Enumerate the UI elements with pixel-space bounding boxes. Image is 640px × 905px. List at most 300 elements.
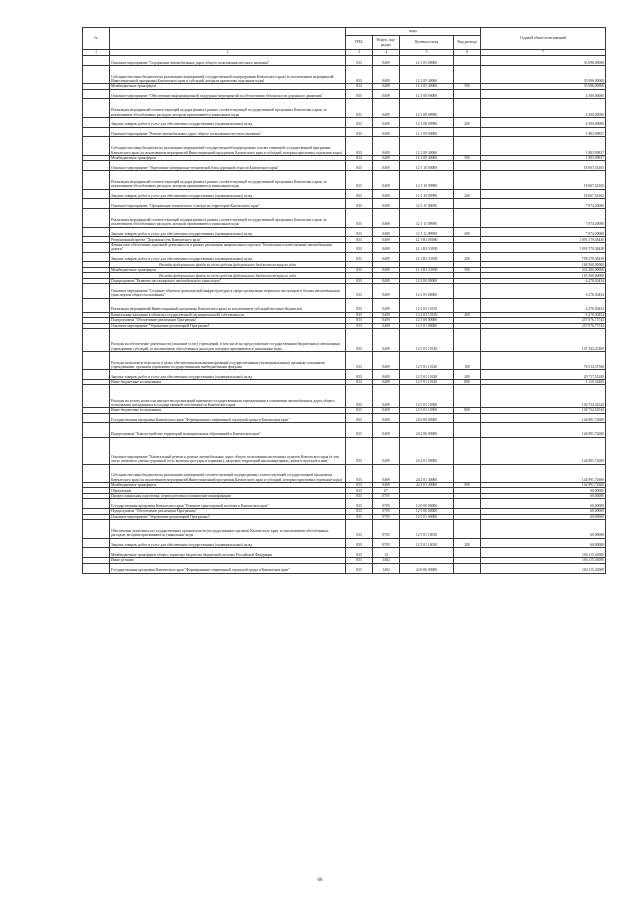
row-target-article bbox=[400, 548, 454, 558]
row-expense-type bbox=[454, 413, 481, 423]
row-razdel: 0409 bbox=[373, 423, 400, 437]
header-razdel: Раздел, под-раздел bbox=[373, 36, 400, 50]
row-number bbox=[83, 437, 110, 464]
row-grbs: 833 bbox=[346, 312, 373, 318]
row-grbs: 833 bbox=[346, 267, 373, 273]
row-amount: 18 067,54165 bbox=[481, 161, 606, 171]
row-grbs: 833 bbox=[346, 351, 373, 369]
row-amount: 76 514,37500 bbox=[481, 351, 606, 369]
table-row bbox=[83, 370, 606, 380]
row-expense-type: 200 bbox=[454, 227, 481, 237]
header-name bbox=[110, 28, 346, 50]
table-row bbox=[83, 117, 606, 127]
row-target-article: 12 2 03 10130 bbox=[400, 298, 454, 312]
row-target-article: 12 2 03 00000 bbox=[400, 284, 454, 298]
row-grbs: 833 bbox=[346, 514, 373, 520]
row-expense-type bbox=[454, 99, 481, 117]
header-expense-type: Вид расхода bbox=[454, 36, 481, 50]
row-name: Подпрограмма "Обеспечение реализации Программы" bbox=[110, 509, 346, 515]
table-row bbox=[83, 252, 606, 262]
row-grbs: 833 bbox=[346, 548, 373, 558]
row-razdel: 0409 bbox=[373, 329, 400, 352]
table-row bbox=[83, 199, 606, 209]
row-target-article: 12 0 00 00000 bbox=[400, 499, 454, 509]
row-grbs: 833 bbox=[346, 284, 373, 298]
row-target-article: 12 5 01 00000 bbox=[400, 514, 454, 520]
row-expense-type: 200 bbox=[454, 189, 481, 199]
table-row bbox=[83, 437, 606, 464]
row-expense-type: 200 bbox=[454, 252, 481, 262]
row-name: Субсидии местным бюджетам на реализацию мероприятий государственной подпрограммы Камчатского края (за исключением мероприятий Инвестиционной программы Камчатского края и субсидий, которым присвоены отдельные коды) bbox=[110, 65, 346, 83]
table-row bbox=[83, 385, 606, 408]
column-number: 6 bbox=[454, 50, 481, 56]
row-expense-type: 800 bbox=[454, 408, 481, 414]
table-row bbox=[83, 209, 606, 227]
row-grbs: 833 bbox=[346, 509, 373, 515]
row-name: Закупка товаров, работ и услуг для обеспечения государственных (муниципальных) нужд bbox=[110, 117, 346, 127]
row-number bbox=[83, 89, 110, 99]
table-row bbox=[83, 99, 606, 117]
column-number: 7 bbox=[481, 50, 606, 56]
row-amount: 4 500,00000 bbox=[481, 99, 606, 117]
row-razdel: 0409 bbox=[373, 137, 400, 155]
row-amount: 144 891,72600 bbox=[481, 482, 606, 488]
row-amount: 1 883,99837 bbox=[481, 155, 606, 161]
row-number bbox=[83, 538, 110, 548]
row-target-article: 12 5 01 10560 bbox=[400, 385, 454, 408]
row-amount: 149 734,52543 bbox=[481, 385, 606, 408]
row-razdel: 0409 bbox=[373, 379, 400, 385]
row-number bbox=[83, 56, 110, 66]
row-target-article: 12 1 08 09990 bbox=[400, 99, 454, 117]
row-grbs: 833 bbox=[346, 318, 373, 324]
row-name: Реализация мероприятий соответствующей подпрограммы в рамках соответствующей государственной программы Камчатского края, за исключением обособленных расходов, которым присваиваются уникальные коды bbox=[110, 209, 346, 227]
row-razdel: 0705 bbox=[373, 520, 400, 538]
row-amount: 107 342,23200 bbox=[481, 329, 606, 352]
table-row bbox=[83, 538, 606, 548]
row-number bbox=[83, 520, 110, 538]
row-name: Подпрограмма "Развитие пассажирского автомобильного транспорта" bbox=[110, 278, 346, 284]
table-row bbox=[83, 464, 606, 482]
row-grbs: 833 bbox=[346, 488, 373, 494]
table-row bbox=[83, 329, 606, 352]
row-target-article: 12 1 11 09990 bbox=[400, 209, 454, 227]
page-number: 66 bbox=[317, 878, 323, 883]
row-name: Иные дотации bbox=[110, 558, 346, 564]
row-expense-type: 800 bbox=[454, 379, 481, 385]
row-name: Финансовое обеспечение дорожной деятельности в рамках реализации национального проекта "Безопасные и качественные автомобильные дороги" bbox=[110, 242, 346, 252]
row-amount: 144 891,72600 bbox=[481, 413, 606, 423]
table-row bbox=[83, 189, 606, 199]
row-amount: 333 200,00000 bbox=[481, 267, 606, 273]
table-row bbox=[83, 227, 606, 237]
budget-sheet bbox=[82, 27, 605, 574]
row-name: Реализация мероприятий соответствующей подпрограммы в рамках соответствующей государственной программы Камчатского края, за исключением обособленных расходов, которым присваиваются уникальные коды bbox=[110, 171, 346, 189]
row-amount: 35 096,00000 bbox=[481, 84, 606, 90]
row-number bbox=[83, 499, 110, 509]
row-target-article: 12 1 09 40060 bbox=[400, 137, 454, 155]
row-name: Капитальные вложения в объекты государственной (муниципальной) собственности bbox=[110, 312, 346, 318]
row-razdel: 0409 bbox=[373, 482, 400, 488]
row-target-article: 12 1 11 09990 bbox=[400, 227, 454, 237]
row-number bbox=[83, 189, 110, 199]
row-razdel: 0705 bbox=[373, 509, 400, 515]
row-name: Межбюджетные трансферты bbox=[110, 155, 346, 161]
row-number bbox=[83, 563, 110, 573]
row-amount: 6 278,30454 bbox=[481, 298, 606, 312]
row-amount: 149 734,52543 bbox=[481, 408, 606, 414]
table-row bbox=[83, 520, 606, 538]
row-amount: 4 500,00000 bbox=[481, 89, 606, 99]
row-name: Расходы федерального фонда за счет средств федерального бюджета текущего года bbox=[110, 262, 346, 268]
row-amount: 35 096,00000 bbox=[481, 56, 606, 66]
header-number: № bbox=[83, 28, 110, 50]
row-target-article: 24 2 00 00000 bbox=[400, 423, 454, 437]
row-number bbox=[83, 171, 110, 189]
row-target-article: 12 1 10 09990 bbox=[400, 189, 454, 199]
row-expense-type bbox=[454, 464, 481, 482]
row-expense-type: 500 bbox=[454, 482, 481, 488]
row-name: Основное мероприятие "Управление реализацией Программы" bbox=[110, 514, 346, 520]
column-number: 4 bbox=[373, 50, 400, 56]
row-name: Расходы на выплаты персоналу в целях обеспечения выполнения функций государственными (муниципальными) органами, казенными учреждениями, органами управления государственными внебюджетными фондами bbox=[110, 351, 346, 369]
row-expense-type bbox=[454, 242, 481, 252]
row-target-article: 12 1 05 00000 bbox=[400, 56, 454, 66]
row-number bbox=[83, 117, 110, 127]
row-number bbox=[83, 298, 110, 312]
row-expense-type bbox=[454, 127, 481, 137]
row-amount: 60,00000 bbox=[481, 520, 606, 538]
row-target-article: 12 2 00 00000 bbox=[400, 278, 454, 284]
row-name: Субсидии местным бюджетам на реализацию мероприятий государственной подпрограммы соответствующей государственной программы Камчатского края (за исключением мероприятий Инвестиционной программы Камчатского края и субсидий, которым присвоены отдельные коды) bbox=[110, 137, 346, 155]
row-expense-type bbox=[454, 65, 481, 83]
column-number: 5 bbox=[400, 50, 454, 56]
row-expense-type bbox=[454, 161, 481, 171]
row-name: Межбюджетные трансферты bbox=[110, 84, 346, 90]
row-number bbox=[83, 252, 110, 262]
table-row bbox=[83, 127, 606, 137]
row-target-article: 24 0 00 00000 bbox=[400, 413, 454, 423]
row-razdel: 0409 bbox=[373, 298, 400, 312]
table-body bbox=[83, 56, 606, 574]
row-razdel: 0409 bbox=[373, 56, 400, 66]
row-target-article: 12 1 09 00000 bbox=[400, 127, 454, 137]
row-razdel: 0409 bbox=[373, 155, 400, 161]
row-number bbox=[83, 385, 110, 408]
row-amount: 168 560,00000 bbox=[481, 262, 606, 268]
row-razdel: 0409 bbox=[373, 171, 400, 189]
row-razdel: 0409 bbox=[373, 209, 400, 227]
row-target-article: 12 5 01 10140 bbox=[400, 379, 454, 385]
budget-table bbox=[82, 27, 606, 574]
row-name: Основное мероприятие "Содержание автомобильных дорог общего пользования местного значения" bbox=[110, 56, 346, 66]
row-amount: 257 076,75743 bbox=[481, 318, 606, 324]
row-target-article: 12 5 01 10140 bbox=[400, 370, 454, 380]
row-target-article: 12 1 10 00000 bbox=[400, 161, 454, 171]
row-razdel: 0409 bbox=[373, 199, 400, 209]
row-razdel: 0409 bbox=[373, 312, 400, 318]
row-grbs: 833 bbox=[346, 493, 373, 499]
row-amount: 6 278,30454 bbox=[481, 278, 606, 284]
row-razdel: 1402 bbox=[373, 558, 400, 564]
row-grbs: 833 bbox=[346, 127, 373, 137]
row-grbs: 833 bbox=[346, 408, 373, 414]
row-target-article: 12 1 11 00000 bbox=[400, 199, 454, 209]
row-target-article: 12 1 R1 53930 bbox=[400, 242, 454, 252]
row-grbs: 833 bbox=[346, 99, 373, 117]
header-grbs: ГРБС bbox=[346, 36, 373, 50]
row-number bbox=[83, 329, 110, 352]
row-expense-type: 500 bbox=[454, 84, 481, 90]
row-target-article: 24 2 01 00000 bbox=[400, 437, 454, 464]
row-target-article: 12 1 R1 00000 bbox=[400, 237, 454, 243]
row-target-article: 24 0 00 00000 bbox=[400, 563, 454, 573]
row-name: Подпрограмма "Благоустройство территорий муниципальных образований в Камчатском крае" bbox=[110, 423, 346, 437]
row-name: Государственная программа Камчатского края "Развитие транспортной системы в Камчатском крае" bbox=[110, 499, 346, 509]
row-amount: 104 115,43000 bbox=[481, 563, 606, 573]
row-name: Реализация мероприятий Инвестиционной программы Камчатского края (за исключением субсидий местным бюджетам) bbox=[110, 298, 346, 312]
row-name: Закупка товаров, работ и услуг для обеспечения государственных (муниципальных) нужд bbox=[110, 370, 346, 380]
row-amount: 104 115,43000 bbox=[481, 548, 606, 558]
row-expense-type bbox=[454, 199, 481, 209]
row-grbs: 833 bbox=[346, 155, 373, 161]
row-name: Основное мероприятие "Организация технического осмотра на территории Камчатского края" bbox=[110, 199, 346, 209]
row-grbs: 833 bbox=[346, 89, 373, 99]
row-target-article: 12 1 R1 53930 bbox=[400, 252, 454, 262]
row-grbs: 833 bbox=[346, 423, 373, 437]
row-target-article: 24 2 01 40060 bbox=[400, 464, 454, 482]
row-razdel: 0409 bbox=[373, 99, 400, 117]
row-grbs: 833 bbox=[346, 209, 373, 227]
row-razdel: 0409 bbox=[373, 127, 400, 137]
row-amount: 104 115,43000 bbox=[481, 558, 606, 564]
row-grbs: 833 bbox=[346, 84, 373, 90]
row-grbs: 833 bbox=[346, 329, 373, 352]
row-amount: 1 883,99837 bbox=[481, 137, 606, 155]
row-amount: 1 110,34400 bbox=[481, 379, 606, 385]
table-row bbox=[83, 171, 606, 189]
row-amount: 165 560,00000 bbox=[481, 273, 606, 279]
row-amount: 35 096,00000 bbox=[481, 65, 606, 83]
row-target-article: 12 1 08 00000 bbox=[400, 89, 454, 99]
row-target-article: 12 5 01 10140 bbox=[400, 351, 454, 369]
row-target-article: 12 1 05 40060 bbox=[400, 65, 454, 83]
row-name: Подпрограмма "Обеспечение реализации Программы" bbox=[110, 318, 346, 324]
row-grbs: 833 bbox=[346, 482, 373, 488]
row-name: Расходы на обеспечение деятельности (оказание услуг) учреждений, в том числе на предоставление государственным бюджетным и автономным учреждениям субсидий, за исключением обособленных расходов, которым присваиваются уникальные коды bbox=[110, 329, 346, 352]
table-row bbox=[83, 298, 606, 312]
row-number bbox=[83, 227, 110, 237]
table-row bbox=[83, 284, 606, 298]
row-number bbox=[83, 370, 110, 380]
row-grbs: 833 bbox=[346, 379, 373, 385]
table-row bbox=[83, 65, 606, 83]
row-expense-type: 100 bbox=[454, 351, 481, 369]
row-amount: 60,00000 bbox=[481, 493, 606, 499]
row-grbs: 833 bbox=[346, 161, 373, 171]
table-row bbox=[83, 499, 606, 509]
row-number bbox=[83, 351, 110, 369]
row-target-article: 12 5 01 10560 bbox=[400, 408, 454, 414]
row-grbs: 833 bbox=[346, 242, 373, 252]
row-grbs: 833 bbox=[346, 137, 373, 155]
row-name: Государственная программа Камчатского края "Формирование современной городской среды в Камчатском крае" bbox=[110, 563, 346, 573]
row-name: Закупка товаров, работ и услуг для обеспечения государственных (муниципальных) нужд bbox=[110, 227, 346, 237]
row-razdel: 0409 bbox=[373, 351, 400, 369]
row-expense-type bbox=[454, 171, 481, 189]
row-razdel: 07 bbox=[373, 488, 400, 494]
table-row bbox=[83, 563, 606, 573]
row-razdel: 0409 bbox=[373, 278, 400, 284]
row-amount: 144 891,72600 bbox=[481, 437, 606, 464]
row-razdel: 0409 bbox=[373, 385, 400, 408]
row-grbs: 833 bbox=[346, 538, 373, 548]
row-number bbox=[83, 127, 110, 137]
row-amount: 6 278,30454 bbox=[481, 312, 606, 318]
row-razdel: 0705 bbox=[373, 538, 400, 548]
table-row bbox=[83, 56, 606, 66]
row-amount: 1 091 579,38430 bbox=[481, 242, 606, 252]
row-razdel: 0409 bbox=[373, 84, 400, 90]
row-razdel: 0409 bbox=[373, 89, 400, 99]
row-target-article: 12 2 03 10130 bbox=[400, 312, 454, 318]
table-row bbox=[83, 242, 606, 252]
row-target-article: 12 1 R1 53930 bbox=[400, 267, 454, 273]
row-razdel: 14 bbox=[373, 548, 400, 558]
row-grbs: 833 bbox=[346, 298, 373, 312]
row-grbs: 833 bbox=[346, 323, 373, 329]
row-target-article: 12 5 01 10140 bbox=[400, 329, 454, 352]
header-target-article: Целевая статья bbox=[400, 36, 454, 50]
row-amount: 1 883,99837 bbox=[481, 127, 606, 137]
row-grbs: 833 bbox=[346, 65, 373, 83]
row-razdel: 0409 bbox=[373, 242, 400, 252]
row-name: Расходы на уплату налога на имущество организаций краевыми государственными учреждениями в отношении автомобильных дорог общего пользования, находящихся в государственной собственности Камчатского края bbox=[110, 385, 346, 408]
row-razdel: 0409 bbox=[373, 408, 400, 414]
row-expense-type bbox=[454, 137, 481, 155]
row-number bbox=[83, 284, 110, 298]
row-name: Основное мероприятие "Обеспечение информационной поддержки мероприятий по обеспечению безопасности дорожного движения" bbox=[110, 89, 346, 99]
row-expense-type bbox=[454, 298, 481, 312]
row-name: Государственная программа Камчатского края "Формирование современной городской среды в Камчатском крае" bbox=[110, 413, 346, 423]
row-razdel: 0705 bbox=[373, 499, 400, 509]
row-razdel: 0409 bbox=[373, 252, 400, 262]
table-row bbox=[83, 137, 606, 155]
row-amount: 18 067,54165 bbox=[481, 189, 606, 199]
row-number bbox=[83, 413, 110, 423]
row-razdel: 0409 bbox=[373, 370, 400, 380]
row-amount: 257 076,75743 bbox=[481, 323, 606, 329]
row-grbs: 833 bbox=[346, 237, 373, 243]
column-number: 3 bbox=[346, 50, 373, 56]
row-target-article: 12 5 01 00000 bbox=[400, 323, 454, 329]
row-name: Закупка товаров, работ и услуг для обеспечения государственных (муниципальных) нужд bbox=[110, 538, 346, 548]
row-razdel: 0409 bbox=[373, 464, 400, 482]
row-name: Межбюджетные трансферты bbox=[110, 267, 346, 273]
row-name: Основное мероприятие "Ремонт автомобильных дорог общего пользования местного значения" bbox=[110, 127, 346, 137]
row-grbs: 833 bbox=[346, 252, 373, 262]
row-target-article: 12 5 00 00000 bbox=[400, 509, 454, 515]
row-amount: 144 891,72600 bbox=[481, 464, 606, 482]
row-razdel: 0705 bbox=[373, 514, 400, 520]
row-expense-type: 500 bbox=[454, 155, 481, 161]
row-name: Закупка товаров, работ и услуг для обеспечения государственных (муниципальных) нужд bbox=[110, 252, 346, 262]
row-target-article: 12 5 01 10010 bbox=[400, 520, 454, 538]
row-expense-type bbox=[454, 329, 481, 352]
row-expense-type bbox=[454, 284, 481, 298]
row-expense-type bbox=[454, 548, 481, 558]
row-expense-type bbox=[454, 437, 481, 464]
row-name: Основное мероприятие "Управление реализацией Программы" bbox=[110, 323, 346, 329]
row-razdel: 0409 bbox=[373, 161, 400, 171]
row-amount: 60,00000 bbox=[481, 499, 606, 509]
row-number bbox=[83, 423, 110, 437]
row-expense-type bbox=[454, 423, 481, 437]
row-name: Субсидии местным бюджетам на реализацию мероприятий соответствующей подпрограммы соответствующей государственной программы Камчатского края (за исключением мероприятий Инвестиционной программы Камчатского края и субсидий, которым присвоены отдельные коды) bbox=[110, 464, 346, 482]
row-grbs: 833 bbox=[346, 464, 373, 482]
row-grbs: 833 bbox=[346, 413, 373, 423]
row-razdel: 0409 bbox=[373, 117, 400, 127]
row-grbs: 833 bbox=[346, 437, 373, 464]
row-amount: 7 874,20000 bbox=[481, 209, 606, 227]
row-expense-type bbox=[454, 89, 481, 99]
row-amount: 1 091 579,38430 bbox=[481, 237, 606, 243]
row-name: Региональный проект "Дорожная сеть Камчатского края" bbox=[110, 237, 346, 243]
row-amount: 758 379,38430 bbox=[481, 252, 606, 262]
row-number bbox=[83, 209, 110, 227]
row-razdel: 0409 bbox=[373, 267, 400, 273]
table-row bbox=[83, 548, 606, 558]
row-razdel: 0409 bbox=[373, 189, 400, 199]
row-name: Расходы федерального фонда за счет средств федерального бюджета текущего года bbox=[110, 273, 346, 279]
row-name: Основное мероприятие "Капитальный ремонт и ремонт автомобильных дорог общего пользования населенных пунктов Камчатского края (в том числе элементов улично-дорожной сети, включая тротуары и парковки), дворовых территорий многоквартирных домов и проездов к ним" bbox=[110, 437, 346, 464]
row-name: Основное мероприятие "Создание объектов транспортной инфраструктуры в сфере организации перевозок пассажиров и багажа автомобильным транспортом общего пользования" bbox=[110, 284, 346, 298]
row-expense-type bbox=[454, 56, 481, 66]
row-grbs: 833 bbox=[346, 171, 373, 189]
row-grbs: 833 bbox=[346, 117, 373, 127]
row-name: Образование bbox=[110, 488, 346, 494]
table-row bbox=[83, 413, 606, 423]
row-amount: 29 717,51200 bbox=[481, 370, 606, 380]
row-number bbox=[83, 65, 110, 83]
row-name: Закупка товаров, работ и услуг для обеспечения государственных (муниципальных) нужд bbox=[110, 189, 346, 199]
row-target-article: 12 1 08 09990 bbox=[400, 117, 454, 127]
row-amount: 144 891,72600 bbox=[481, 423, 606, 437]
row-name: Основное мероприятие "Укрепление материально-технической базы дорожной отрасли Камчатского края" bbox=[110, 161, 346, 171]
row-name: Профессиональная подготовка, переподготовка и повышение квалификации bbox=[110, 493, 346, 499]
row-target-article: 12 1 09 40060 bbox=[400, 155, 454, 161]
header-volume: Годовой объем ассигнований bbox=[481, 28, 606, 50]
row-razdel: 0409 bbox=[373, 413, 400, 423]
table-row bbox=[83, 89, 606, 99]
row-amount: 4 500,00000 bbox=[481, 117, 606, 127]
row-name: Межбюджетные трансферты общего характера бюджетам бюджетной системы Российской Федерации bbox=[110, 548, 346, 558]
row-target-article: 12 1 05 40060 bbox=[400, 84, 454, 90]
row-grbs: 833 bbox=[346, 520, 373, 538]
row-razdel: 0409 bbox=[373, 318, 400, 324]
column-number: 1 bbox=[83, 50, 110, 56]
row-expense-type: 500 bbox=[454, 267, 481, 273]
row-target-article: 12 1 10 09990 bbox=[400, 171, 454, 189]
row-razdel: 0409 bbox=[373, 65, 400, 83]
row-grbs: 833 bbox=[346, 370, 373, 380]
row-amount: 60,00000 bbox=[481, 509, 606, 515]
row-number bbox=[83, 548, 110, 558]
row-expense-type bbox=[454, 385, 481, 408]
row-name: Межбюджетные трансферты bbox=[110, 482, 346, 488]
row-grbs: 833 bbox=[346, 189, 373, 199]
row-amount: 7 874,20000 bbox=[481, 227, 606, 237]
